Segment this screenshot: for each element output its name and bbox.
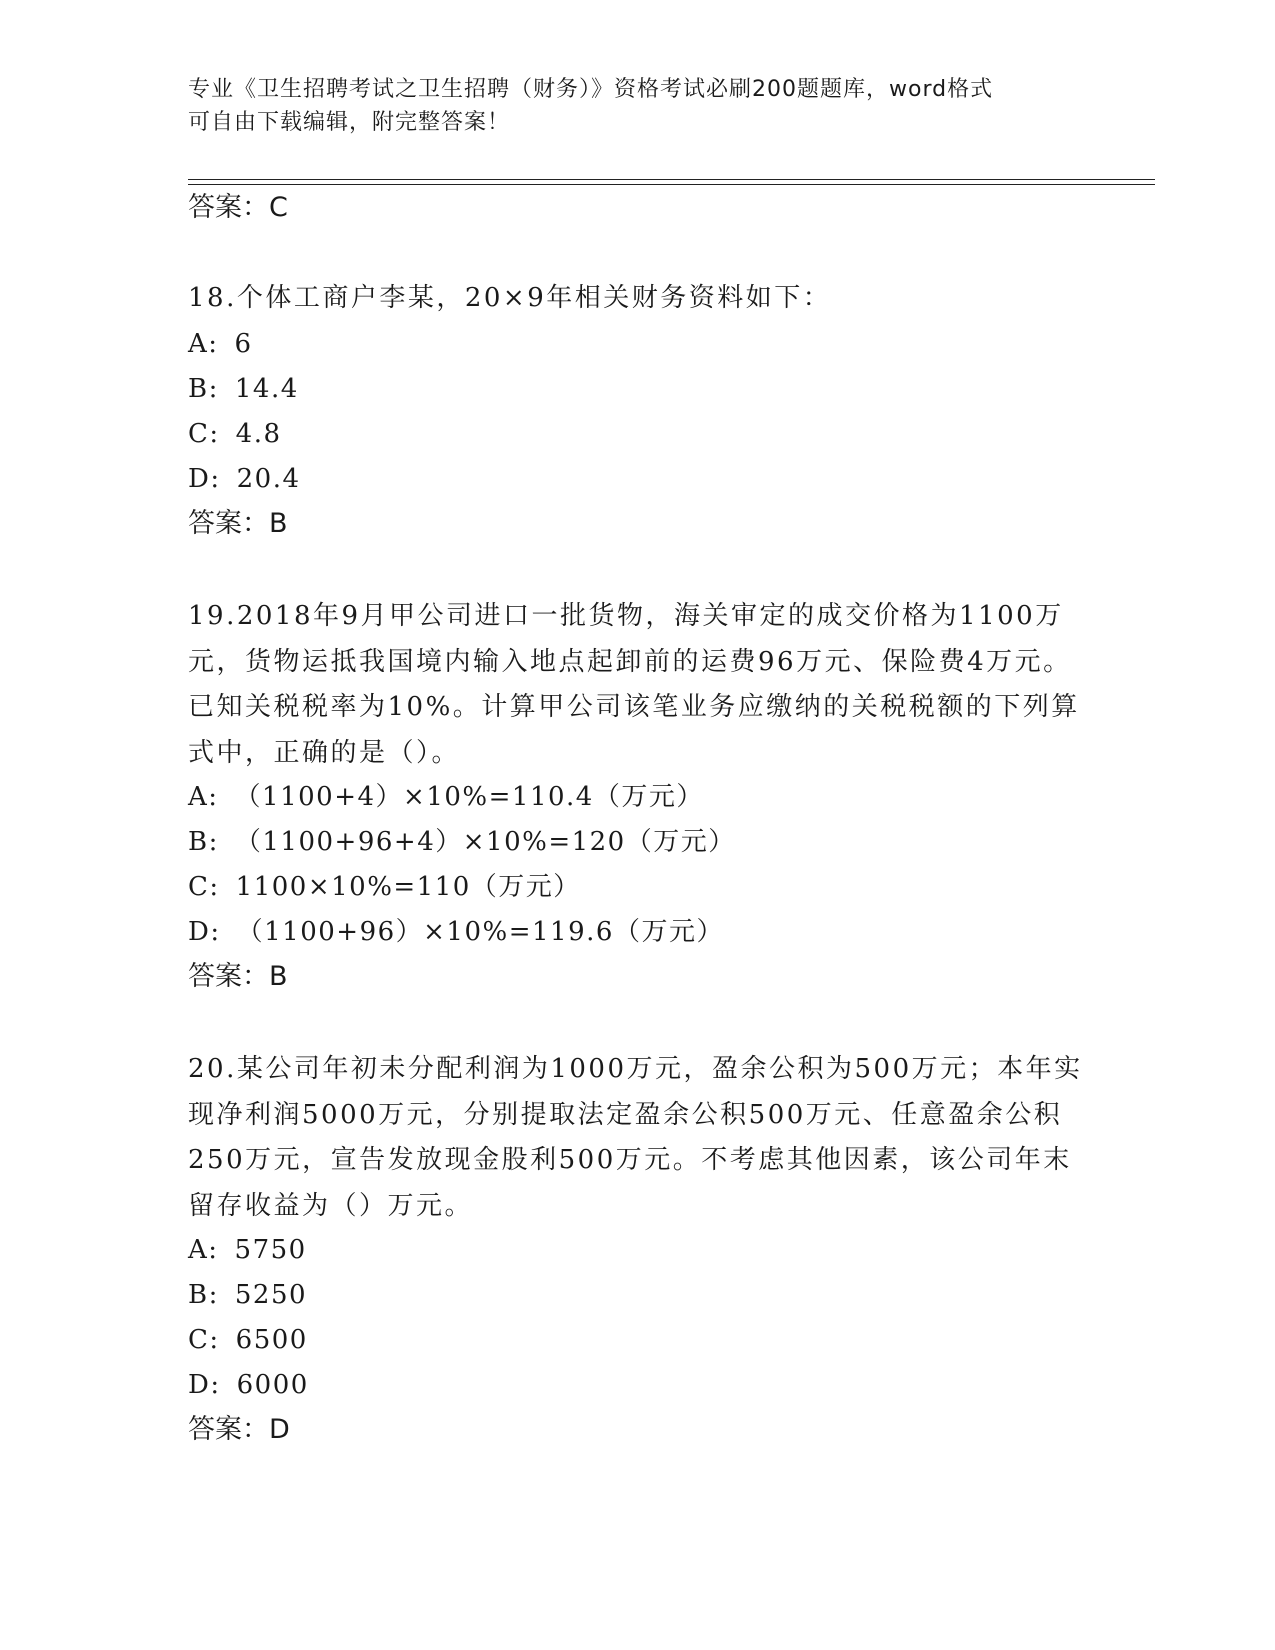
option-label: D:: [188, 1370, 221, 1400]
option-value: 5250: [234, 1280, 308, 1310]
option-value: （1100+96）×10%=119.6（万元）: [236, 917, 724, 947]
question-20-option-a: [188, 1232, 307, 1268]
option-label: C:: [188, 1325, 220, 1355]
option-label: D:: [188, 464, 221, 494]
question-18-option-d: [188, 461, 301, 497]
option-value: （1100+4）×10%=110.4（万元）: [234, 782, 704, 812]
question-19-option-d: [188, 914, 724, 950]
option-value: 6000: [236, 1370, 309, 1400]
option-value: （1100+96+4）×10%=120（万元）: [234, 827, 736, 857]
option-label: B:: [188, 374, 219, 404]
option-label: A:: [188, 1235, 219, 1265]
option-label: B:: [188, 1280, 219, 1310]
question-19-option-c: [188, 869, 581, 905]
question-18-option-b: [188, 371, 299, 407]
question-20-text: 20.某公司年初未分配利润为1000万元，盈余公积为500万元；本年实现净利润5000万元，分别提取法定盈余公积500万元、任意盈余公积250万元，宣告发放现金股利500万元。不考虑其他因素，该公司年末留存收益为（）万元。: [188, 1054, 1083, 1221]
question-20-option-b: [188, 1277, 307, 1313]
question-19-option-b: [188, 824, 736, 860]
header-divider-bottom: [188, 184, 1155, 185]
question-20-option-d: [188, 1367, 309, 1403]
question-19-text: 19.2018年9月甲公司进口一批货物，海关审定的成交价格为1100万元，货物运抵我国境内输入地点起卸前的运费96万元、保险费4万元。已知关税税率为10%。计算甲公司该笔业务应缴纳的关税税额的下列算式中，正确的是（）。: [188, 601, 1080, 768]
option-value: 5750: [234, 1235, 307, 1265]
option-value: 4.8: [235, 419, 282, 449]
option-label: A:: [188, 329, 219, 359]
option-value: 6500: [235, 1325, 308, 1355]
question-18-text: 18.个体工商户李某，20×9年相关财务资料如下：: [188, 283, 832, 313]
question-18-option-c: [188, 416, 282, 452]
question-19-answer: 答案：B: [188, 961, 288, 992]
question-18-option-a: [188, 326, 253, 362]
option-label: A:: [188, 782, 219, 812]
header-divider-top: [188, 179, 1155, 180]
question-20-option-c: [188, 1322, 308, 1358]
option-value: 14.4: [234, 374, 299, 404]
option-value: 6: [234, 329, 253, 359]
document-header: [188, 73, 1068, 139]
question-20-answer: 答案：D: [188, 1414, 290, 1445]
option-label: D:: [188, 917, 221, 947]
question-18-answer: 答案：B: [188, 508, 288, 539]
option-value: 1100×10%=110（万元）: [235, 872, 581, 902]
option-label: C:: [188, 872, 220, 902]
option-label: C:: [188, 419, 220, 449]
question-19-option-a: [188, 779, 704, 815]
option-value: 20.4: [236, 464, 301, 494]
header-line-2: 可自由下载编辑，附完整答案！: [188, 110, 511, 135]
header-line-1: 专业《卫生招聘考试之卫生招聘（财务）》资格考试必刷200题题库，word格式: [188, 77, 994, 102]
option-label: B:: [188, 827, 219, 857]
previous-answer: 答案：C: [188, 192, 288, 223]
